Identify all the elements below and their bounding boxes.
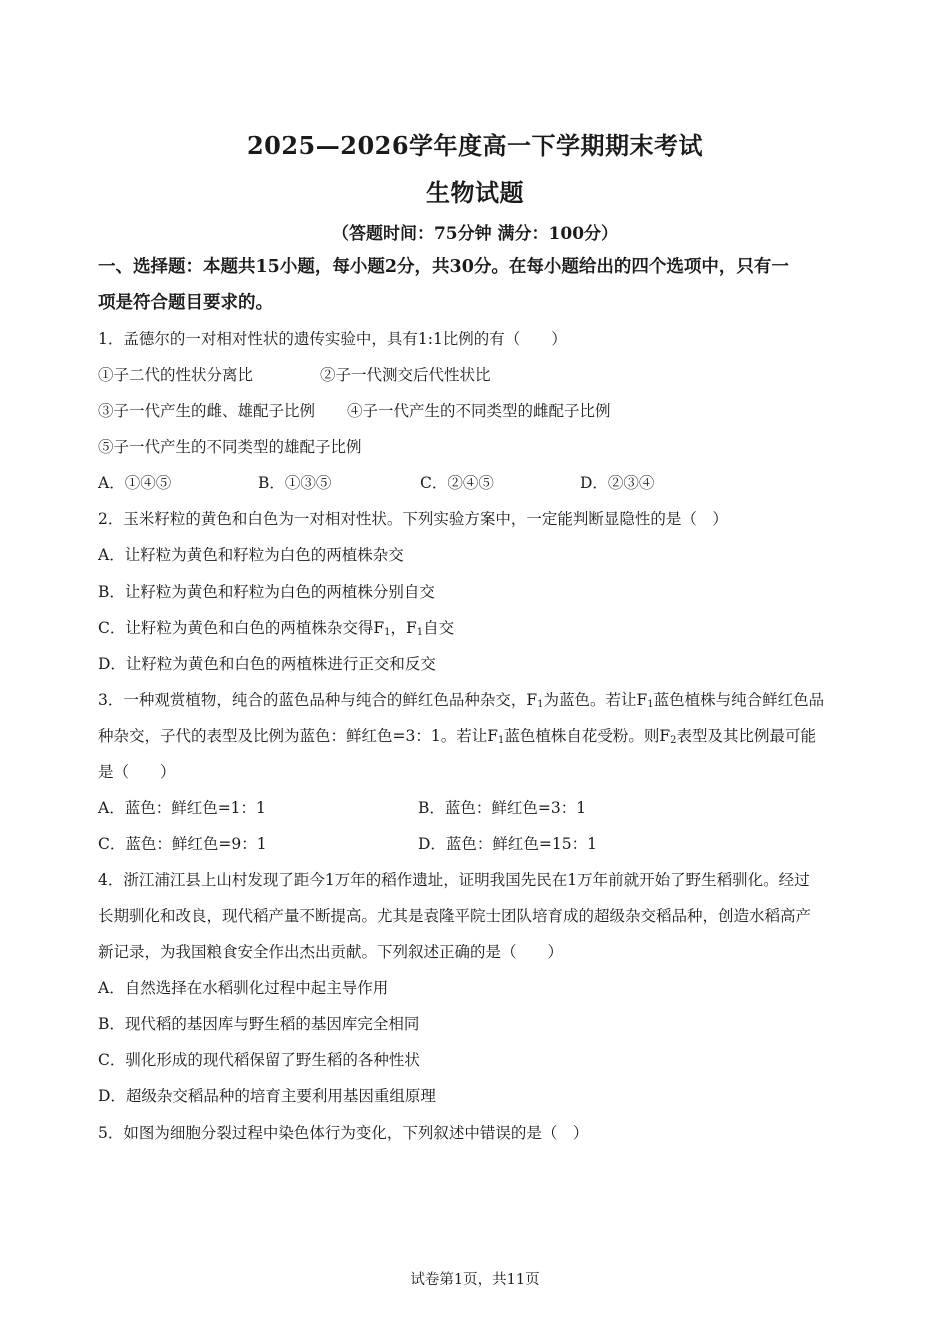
subscript: 1 (497, 735, 505, 746)
q3-option-a: A．蓝色：鲜红色=1：1 (98, 799, 266, 817)
q3-option-b: B．蓝色：鲜红色=3：1 (418, 799, 587, 817)
q3-text: 种杂交，子代的表型及比例为蓝色：鲜红色=3：1。若让F (98, 727, 498, 745)
q1-option-d: D．②③④ (580, 474, 655, 492)
q4-option-d: D．超级杂交稻品种的培育主要利用基因重组原理 (98, 1087, 436, 1105)
q2-option-b: B．让籽粒为黄色和籽粒为白色的两植株分别自交 (98, 583, 435, 601)
q3-stem-line2 (98, 724, 868, 753)
q2-option-c-text: 自交 (423, 619, 455, 637)
q2-stem: 2．玉米籽粒的黄色和白色为一对相对性状。下列实验方案中，一定能判断显隐性的是（ ） (98, 510, 728, 528)
q2-option-c (98, 616, 868, 645)
subscript: 2 (670, 735, 677, 746)
q5-stem: 5．如图为细胞分裂过程中染色体行为变化，下列叙述中错误的是（ ） (98, 1124, 589, 1142)
q1-item-1: ①子二代的性状分离比 (98, 366, 254, 384)
q4-option-b: B．现代稻的基因库与野生稻的基因库完全相同 (98, 1015, 420, 1033)
section-heading-line1: 一、选择题：本题共15小题，每小题2分，共30分。在每小题给出的四个选项中，只有一 (98, 257, 789, 277)
subscript: 1 (384, 627, 391, 638)
subject-title: 生物试题 (426, 178, 524, 207)
subscript: 1 (537, 699, 544, 710)
q1-option-a: A．①④⑤ (98, 474, 172, 492)
q1-stem: 1．孟德尔的一对相对性状的遗传实验中，具有1:1比例的有（ ） (98, 330, 567, 348)
q1-item-2: ②子一代测交后代性状比 (320, 366, 491, 384)
q3-text: 表型及其比例最可能 (676, 727, 816, 745)
q1-item-4: ④子一代产生的不同类型的雌配子比例 (347, 402, 611, 420)
exam-title: 2025—2026学年度高一下学期期末考试 (246, 131, 704, 160)
q4-option-a: A．自然选择在水稻驯化过程中起主导作用 (98, 979, 389, 997)
q2-option-c-text: C．让籽粒为黄色和白色的两植株杂交得F (98, 619, 385, 637)
exam-info: （答题时间：75分钟 满分：100分） (331, 224, 619, 244)
q3-text: 蓝色植株与纯合鲜红色品 (653, 691, 825, 709)
q3-option-d: D．蓝色：鲜红色=15：1 (418, 835, 597, 853)
page-footer: 试卷第1页，共11页 (410, 1272, 540, 1288)
q1-option-c: C．②④⑤ (420, 474, 494, 492)
subscript: 1 (416, 627, 424, 638)
q4-stem-line3: 新记录，为我国粮食安全作出杰出贡献。下列叙述正确的是（ ） (98, 943, 564, 961)
q1-item-3: ③子一代产生的雌、雄配子比例 (98, 402, 316, 420)
q4-option-c: C．驯化形成的现代稻保留了野生稻的各种性状 (98, 1051, 420, 1069)
q3-stem-line3: 是（ ） (98, 763, 176, 781)
section-heading-line2: 项是符合题目要求的。 (98, 293, 273, 313)
q3-text: 3．一种观赏植物，纯合的蓝色品种与纯合的鲜红色品种杂交，F (98, 691, 538, 709)
q2-option-a: A．让籽粒为黄色和籽粒为白色的两植株杂交 (98, 546, 404, 564)
q4-stem-line1: 4．浙江浦江县上山村发现了距今1万年的稻作遗址，证明我国先民在1万年前就开始了野生稻驯化。经过 (98, 871, 810, 889)
q3-stem-line1 (98, 688, 868, 717)
q3-text: 为蓝色。若让F (543, 691, 648, 709)
q3-option-c: C．蓝色：鲜红色=9：1 (98, 835, 267, 853)
q4-stem-line2: 长期驯化和改良，现代稻产量不断提高。尤其是袁隆平院士团队培育成的超级杂交稻品种，创造水稻高产 (98, 907, 812, 925)
q2-option-c-text: ，F (390, 619, 417, 637)
q1-option-b: B．①③⑤ (258, 474, 332, 492)
q1-item-5: ⑤子一代产生的不同类型的雄配子比例 (98, 438, 362, 456)
q2-option-d: D．让籽粒为黄色和白色的两植株进行正交和反交 (98, 655, 436, 673)
q3-text: 蓝色植株自花受粉。则F (504, 727, 671, 745)
subscript: 1 (647, 699, 654, 710)
